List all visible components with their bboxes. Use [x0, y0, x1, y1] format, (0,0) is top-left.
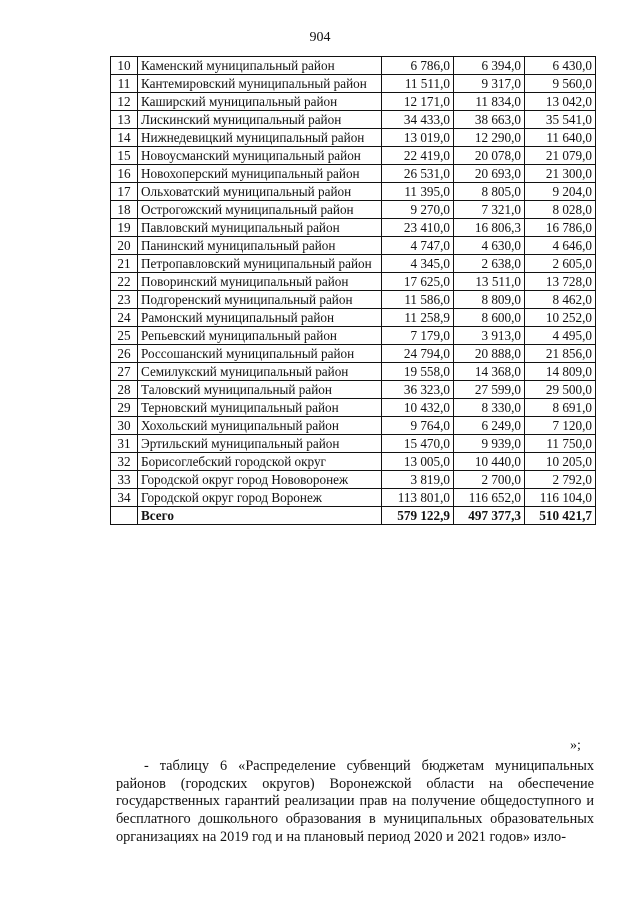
row-number: 20: [111, 237, 138, 255]
table-row: [111, 255, 596, 273]
value-2019: 11 586,0: [382, 291, 454, 309]
value-2019: 23 410,0: [382, 219, 454, 237]
value-2021: 29 500,0: [525, 381, 596, 399]
row-number: 19: [111, 219, 138, 237]
value-2021: 35 541,0: [525, 111, 596, 129]
table-row: [111, 201, 596, 219]
value-2019: 4 747,0: [382, 237, 454, 255]
value-2019: 24 794,0: [382, 345, 454, 363]
table-row: [111, 399, 596, 417]
table-row: [111, 183, 596, 201]
value-2021: 9 560,0: [525, 75, 596, 93]
total-2020: 497 377,3: [454, 507, 525, 525]
district-name: Каширский муниципальный район: [138, 93, 382, 111]
district-name: Городской округ город Нововоронеж: [138, 471, 382, 489]
value-2019: 11 258,9: [382, 309, 454, 327]
district-name: Панинский муниципальный район: [138, 237, 382, 255]
district-name: Кантемировский муниципальный район: [138, 75, 382, 93]
district-name: Поворинский муниципальный район: [138, 273, 382, 291]
total-2019: 579 122,9: [382, 507, 454, 525]
value-2021: 4 646,0: [525, 237, 596, 255]
value-2019: 22 419,0: [382, 147, 454, 165]
district-name: Павловский муниципальный район: [138, 219, 382, 237]
value-2020: 2 700,0: [454, 471, 525, 489]
table-row: [111, 327, 596, 345]
table-row: [111, 291, 596, 309]
value-2019: 9 764,0: [382, 417, 454, 435]
row-number: 24: [111, 309, 138, 327]
table-row: [111, 417, 596, 435]
value-2020: 11 834,0: [454, 93, 525, 111]
row-number: 18: [111, 201, 138, 219]
district-name: Ольховатский муниципальный район: [138, 183, 382, 201]
table-body: [111, 57, 596, 525]
total-label: Всего: [138, 507, 382, 525]
table-row: [111, 345, 596, 363]
row-number: 17: [111, 183, 138, 201]
value-2019: 13 005,0: [382, 453, 454, 471]
value-2020: 20 693,0: [454, 165, 525, 183]
value-2019: 36 323,0: [382, 381, 454, 399]
district-name: Рамонский муниципальный район: [138, 309, 382, 327]
value-2019: 26 531,0: [382, 165, 454, 183]
value-2019: 19 558,0: [382, 363, 454, 381]
district-name: Петропавловский муниципальный район: [138, 255, 382, 273]
row-number: 21: [111, 255, 138, 273]
row-number: 12: [111, 93, 138, 111]
value-2020: 13 511,0: [454, 273, 525, 291]
row-number: 30: [111, 417, 138, 435]
subvention-table: [110, 56, 596, 525]
value-2021: 21 300,0: [525, 165, 596, 183]
value-2020: 16 806,3: [454, 219, 525, 237]
value-2021: 8 691,0: [525, 399, 596, 417]
table-row: [111, 165, 596, 183]
value-2021: 7 120,0: [525, 417, 596, 435]
value-2021: 116 104,0: [525, 489, 596, 507]
table-row: [111, 93, 596, 111]
value-2020: 9 939,0: [454, 435, 525, 453]
table-row: [111, 489, 596, 507]
district-name: Подгоренский муниципальный район: [138, 291, 382, 309]
table-row: [111, 219, 596, 237]
value-2020: 116 652,0: [454, 489, 525, 507]
value-2019: 13 019,0: [382, 129, 454, 147]
district-name: Терновский муниципальный район: [138, 399, 382, 417]
value-2019: 11 395,0: [382, 183, 454, 201]
page-number: 904: [309, 30, 331, 45]
table-row: [111, 309, 596, 327]
row-number: 11: [111, 75, 138, 93]
district-name: Борисоглебский городской округ: [138, 453, 382, 471]
row-number: 29: [111, 399, 138, 417]
total-number-cell: [111, 507, 138, 525]
row-number: 25: [111, 327, 138, 345]
value-2020: 8 330,0: [454, 399, 525, 417]
district-name: Репьевский муниципальный район: [138, 327, 382, 345]
district-name: Таловский муниципальный район: [138, 381, 382, 399]
row-number: 13: [111, 111, 138, 129]
total-row: [111, 507, 596, 525]
value-2020: 14 368,0: [454, 363, 525, 381]
district-name: Семилукский муниципальный район: [138, 363, 382, 381]
district-name: Острогожский муниципальный район: [138, 201, 382, 219]
row-number: 28: [111, 381, 138, 399]
district-name: Хохольский муниципальный район: [138, 417, 382, 435]
value-2020: 38 663,0: [454, 111, 525, 129]
row-number: 34: [111, 489, 138, 507]
table-row: [111, 129, 596, 147]
row-number: 27: [111, 363, 138, 381]
value-2020: 12 290,0: [454, 129, 525, 147]
table-row: [111, 237, 596, 255]
row-number: 16: [111, 165, 138, 183]
value-2020: 20 078,0: [454, 147, 525, 165]
value-2019: 15 470,0: [382, 435, 454, 453]
value-2021: 8 462,0: [525, 291, 596, 309]
table-row: [111, 435, 596, 453]
table-row: [111, 57, 596, 75]
table-row: [111, 147, 596, 165]
value-2021: 10 252,0: [525, 309, 596, 327]
value-2019: 6 786,0: [382, 57, 454, 75]
row-number: 31: [111, 435, 138, 453]
table-row: [111, 273, 596, 291]
value-2019: 9 270,0: [382, 201, 454, 219]
value-2021: 13 728,0: [525, 273, 596, 291]
value-2021: 11 750,0: [525, 435, 596, 453]
table-row: [111, 363, 596, 381]
district-name: Новохоперский муниципальный район: [138, 165, 382, 183]
district-name: Нижнедевицкий муниципальный район: [138, 129, 382, 147]
value-2021: 2 605,0: [525, 255, 596, 273]
row-number: 22: [111, 273, 138, 291]
value-2019: 3 819,0: [382, 471, 454, 489]
value-2019: 113 801,0: [382, 489, 454, 507]
closing-quote: »;: [570, 738, 581, 753]
value-2021: 6 430,0: [525, 57, 596, 75]
row-number: 32: [111, 453, 138, 471]
table-row: [111, 471, 596, 489]
value-2020: 7 321,0: [454, 201, 525, 219]
district-name: Россошанский муниципальный район: [138, 345, 382, 363]
row-number: 10: [111, 57, 138, 75]
table-row: [111, 111, 596, 129]
value-2020: 6 394,0: [454, 57, 525, 75]
district-name: Новоусманский муниципальный район: [138, 147, 382, 165]
body-paragraph: - таблицу 6 «Распределение субвенций бюджетам муниципальных районов (городских округов) Воронежской области на обеспечение государственных гарантий реализации прав на получение общедоступного и бесплатного дошкольного образования в муниципальных образовательных организациях на 2019 год и на плановый период 2020 и 2021 годов» изло-: [116, 758, 594, 845]
value-2020: 9 317,0: [454, 75, 525, 93]
value-2019: 10 432,0: [382, 399, 454, 417]
district-name: Городской округ город Воронеж: [138, 489, 382, 507]
row-number: 15: [111, 147, 138, 165]
value-2021: 4 495,0: [525, 327, 596, 345]
value-2019: 4 345,0: [382, 255, 454, 273]
value-2020: 10 440,0: [454, 453, 525, 471]
row-number: 14: [111, 129, 138, 147]
value-2021: 10 205,0: [525, 453, 596, 471]
value-2021: 16 786,0: [525, 219, 596, 237]
value-2020: 2 638,0: [454, 255, 525, 273]
value-2019: 7 179,0: [382, 327, 454, 345]
value-2020: 8 600,0: [454, 309, 525, 327]
value-2021: 13 042,0: [525, 93, 596, 111]
value-2021: 8 028,0: [525, 201, 596, 219]
row-number: 33: [111, 471, 138, 489]
value-2021: 2 792,0: [525, 471, 596, 489]
row-number: 26: [111, 345, 138, 363]
table-row: [111, 381, 596, 399]
table-row: [111, 75, 596, 93]
value-2020: 8 809,0: [454, 291, 525, 309]
value-2020: 20 888,0: [454, 345, 525, 363]
value-2020: 8 805,0: [454, 183, 525, 201]
value-2020: 4 630,0: [454, 237, 525, 255]
district-name: Лискинский муниципальный район: [138, 111, 382, 129]
row-number: 23: [111, 291, 138, 309]
district-name: Эртильский муниципальный район: [138, 435, 382, 453]
value-2020: 27 599,0: [454, 381, 525, 399]
value-2021: 21 079,0: [525, 147, 596, 165]
value-2019: 17 625,0: [382, 273, 454, 291]
value-2019: 34 433,0: [382, 111, 454, 129]
table-row: [111, 453, 596, 471]
value-2021: 14 809,0: [525, 363, 596, 381]
value-2021: 11 640,0: [525, 129, 596, 147]
value-2021: 9 204,0: [525, 183, 596, 201]
value-2021: 21 856,0: [525, 345, 596, 363]
value-2020: 6 249,0: [454, 417, 525, 435]
value-2020: 3 913,0: [454, 327, 525, 345]
value-2019: 12 171,0: [382, 93, 454, 111]
total-2021: 510 421,7: [525, 507, 596, 525]
district-name: Каменский муниципальный район: [138, 57, 382, 75]
value-2019: 11 511,0: [382, 75, 454, 93]
